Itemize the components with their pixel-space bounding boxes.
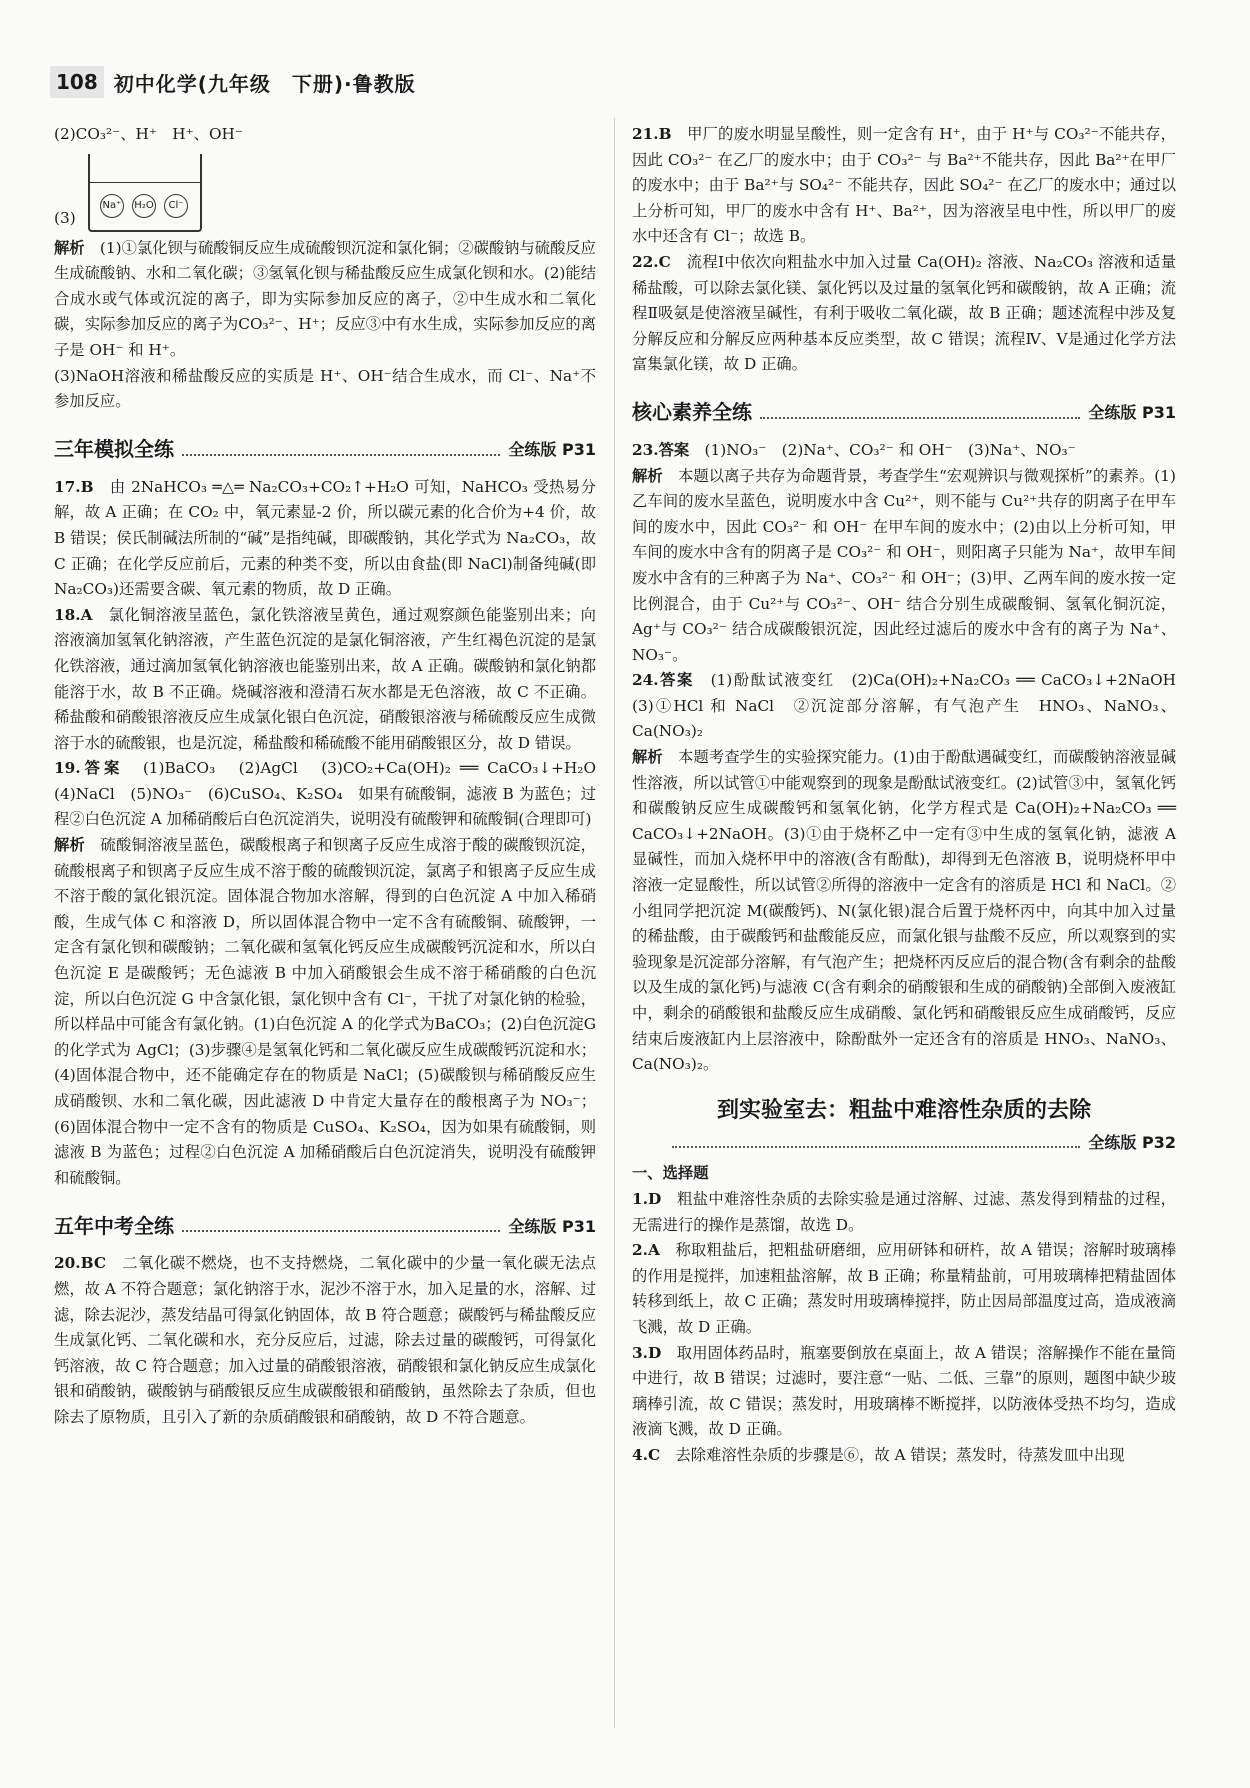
analysis-label: 解析 [632,748,663,767]
question-text: 去除难溶性杂质的步骤是⑥，故 A 错误；蒸发时，待蒸发皿中出现 [675,1445,1125,1464]
question-number: 21.B [632,125,672,143]
ion-circle: Na⁺ [100,194,124,218]
column-divider [614,118,615,1728]
question-21 [632,122,1176,250]
question-number: 23.答案 [632,440,690,459]
choice-heading: 一、选择题 [632,1164,709,1183]
analysis-text: (1)①氯化钡与硫酸铜反应生成硫酸钡沉淀和氯化铜；②碳酸钠与硫酸反应生成硫酸钠、水和二氧化碳；③氢氧化钡与稀盐酸反应生成氯化钡和水。(2)能结合成水或气体或沉淀的离子，即为实际参加反应的离子，②中生成水和二氧化碳，实际参加反应的离子为CO₃²⁻、H⁺；反应③中有水生成，实际参加反应的离子是 OH⁻ 和 H⁺。 [54,238,596,359]
section-heading [632,392,1176,426]
lab-section-ref-line [632,1129,1176,1155]
section-title: 五年中考全练 [54,1213,174,1238]
page-header [50,62,416,102]
question-23 [632,438,1176,464]
dotted-leader [182,454,500,456]
q2-answer-line: (2)CO₃²⁻、H⁺ H⁺、OH⁻ [54,125,243,143]
question-answer: (1)NO₃⁻ (2)Na⁺、CO₃²⁻ 和 OH⁻ (3)Na⁺、NO₃⁻ [704,440,1076,459]
question-number: 19.答案 [54,759,124,778]
question-answer: (1)BaCO₃ (2)AgCl (3)CO₂+Ca(OH)₂ ══ CaCO₃↓+H₂O (4)NaCl (5)NO₃⁻ (6)CuSO₄、K₂SO₄ 如果有硫酸铜，滤液 B 为蓝色；过程②白色沉淀 A 加稀硝酸后白色沉淀消失，说明没有硫酸钾和硫酸铜(合理即可) [54,759,612,829]
question-number: 17.B [54,477,94,496]
question-number: 20.BC [54,1254,107,1273]
choice-question-1 [632,1187,1176,1238]
dotted-leader [182,1230,500,1232]
right-column [632,122,1192,1469]
question-number: 2.A [632,1241,660,1260]
question-18 [54,603,596,757]
ion-circle: H₂O [132,194,156,218]
question-24-analysis [632,745,1176,1078]
question-number: 22.C [632,252,671,271]
liquid-surface [90,182,200,183]
question-19-analysis [54,833,596,1191]
analysis-label: 解析 [54,238,85,257]
dotted-leader [760,417,1080,419]
dotted-leader [672,1146,1080,1148]
section-heading [54,1205,596,1239]
section-title: 三年模拟全练 [54,437,174,462]
question-text: 二氧化碳不燃烧，也不支持燃烧，二氧化碳中的少量一氧化碳无法点燃，故 A 不符合题意；氯化钠溶于水，泥沙不溶于水，加入足量的水，溶解、过滤，除去泥沙，蒸发结晶可得氯化钠固体，故 B 符合题意；碳酸钙与稀盐酸反应生成氯化钙、二氧化碳和水，充分反应后，过滤，除去过量的碳酸钙，可得氯化钙溶液，故 C 符合题意；加入过量的硝酸银溶液，硝酸银和氯化钠反应生成氯化银和硝酸钠，碳酸钠与硝酸银反应生成碳酸银和硝酸钠，虽然除去了杂质，但也除去了原物质，且引入了新的杂质硝酸银和硝酸钠，故 D 不符合题意。 [54,1254,596,1426]
choice-question-2 [632,1238,1176,1340]
q3-label: (3) [54,209,76,227]
question-20 [54,1251,596,1430]
question-text: 称取粗盐后，把粗盐研磨细，应用研钵和研杵，故 A 错误；溶解时玻璃棒的作用是搅拌，加速粗盐溶解，故 B 正确；称量精盐前，可用玻璃棒把精盐固体转移到纸上，故 C 正确；蒸发时用玻璃棒搅拌，防止因局部温度过高，造成液滴飞溅，故 D 正确。 [632,1241,1176,1336]
analysis-label: 解析 [54,836,85,855]
section-title: 核心素养全练 [632,400,752,425]
question-number: 4.C [632,1445,661,1464]
beaker-figure [54,150,596,232]
section-heading [54,429,596,463]
question-number: 24.答案 [632,671,694,690]
analysis-text-2: (3)NaOH溶液和稀盐酸反应的实质是 H⁺、OH⁻结合生成水，而 Cl⁻、Na⁺不参加反应。 [54,366,596,411]
question-number: 1.D [632,1189,662,1208]
analysis-text: 本题以离子共存为命题背景，考查学生“宏观辨识与微观探析”的素养。(1)乙车间的废水呈蓝色，说明废水中含 Cu²⁺，则不能与 Cu²⁺共存的阴离子在甲车间的废水中，因此 CO₃²⁻ 和 OH⁻ 在甲车间的废水中；(2)由以上分析可知，甲车间的废水中含有的阴离子是 CO₃²⁻ 和 OH⁻，则阳离子只能为 Na⁺，故甲车间废水中含有的三种离子为 Na⁺、CO₃²⁻ 和 OH⁻；(3)甲、乙两车间的废水按一定比例混合，由于 Cu²⁺与 CO₃²⁻、OH⁻ 结合分别生成碳酸铜、氢氧化铜沉淀，Ag⁺与 CO₃²⁻ 结合成碳酸银沉淀，因此经过滤后的废水中含有的离子为 Na⁺、NO₃⁻。 [632,466,1176,664]
choice-question-4 [632,1443,1176,1469]
question-text: 流程Ⅰ中依次向粗盐水中加入过量 Ca(OH)₂ 溶液、Na₂CO₃ 溶液和适量稀盐酸，可以除去氯化镁、氯化钙以及过量的氢氧化钙和碳酸钠，故 A 正确；流程Ⅱ吸氨是使溶液呈碱性，有利于吸收二氧化碳，故 B 正确；题述流程中涉及复分解反应和分解反应两种基本反应类型，故 C 错误；流程Ⅳ、Ⅴ是通过化学方法富集氯化镁，故 D 正确。 [632,252,1176,374]
question-24 [632,668,1192,745]
beaker-icon [88,154,202,232]
analysis-text: 硫酸铜溶液呈蓝色，碳酸根离子和钡离子反应生成溶于酸的碳酸钡沉淀，硫酸根离子和钡离子反应生成不溶于酸的硫酸钡沉淀，氯离子和银离子反应生成不溶于酸的氯化银沉淀。固体混合物加水溶解，得到的白色沉淀 A 中加入稀硝酸，生成气体 C 和溶液 D，所以固体混合物中一定不含有硫酸铜、硫酸钾，一定含有氯化钡和碳酸钠；二氧化碳和氢氧化钙反应生成碳酸钙沉淀和水，所以白色沉淀 E 是碳酸钙；无色滤液 B 中加入硝酸银会生成不溶于稀硝酸的白色沉淀，所以白色沉淀 G 中含氯化银，氯化钡中含有 Cl⁻，干扰了对氯化钠的检验，所以样品中可能含有氯化钠。(1)白色沉淀 A 的化学式为BaCO₃；(2)白色沉淀G的化学式为 AgCl；(3)步骤④是氢氧化钙和二氧化碳反应生成碳酸钙沉淀和水；(4)固体混合物中，还不能确定存在的物质是 NaCl；(5)碳酸钡与稀硝酸反应生成硝酸钡、水和二氧化碳，因此滤液 D 中肯定大量存在的酸根离子为 NO₃⁻；(6)固体混合物中一定不含有的物质是 CuSO₄、K₂SO₄，因为如果有硫酸铜，则滤液 B 为蓝色；过程②白色沉淀 A 加稀硝酸后白色沉淀消失，说明没有硫酸钾和硫酸铜。 [54,836,596,1187]
question-number: 18.A [54,605,93,624]
question-answer: (1)酚酞试液变红 (2)Ca(OH)₂+Na₂CO₃ ══ CaCO₃↓+2NaOH (3)①HCl 和 NaCl ②沉淀部分溶解，有气泡产生 HNO₃、NaNO₃、Ca(NO₃)₂ [632,671,1192,741]
ion-circle: Cl⁻ [164,194,188,218]
question-text: 粗盐中难溶性杂质的去除实验是通过溶解、过滤、蒸发得到精盐的过程，无需进行的操作是蒸馏，故选 D。 [632,1189,1176,1234]
question-23-analysis [632,464,1176,669]
question-22 [632,250,1176,378]
left-column [54,122,612,1431]
question-text: 甲厂的废水明显呈酸性，则一定含有 H⁺，由于 H⁺与 CO₃²⁻不能共存，因此 CO₃²⁻ 在乙厂的废水中；由于 CO₃²⁻ 与 Ba²⁺不能共存，因此 Ba²⁺在甲厂的废水中；由于 Ba²⁺与 SO₄²⁻ 不能共存，因此 SO₄²⁻ 在乙厂的废水中；通过以上分析可知，甲厂的废水中含有 H⁺、Ba²⁺，因为溶液呈电中性，所以甲厂的废水中还含有 Cl⁻；故选 B。 [632,125,1176,246]
question-19 [54,756,612,833]
analysis-paragraph [54,236,596,364]
question-17 [54,475,596,603]
choice-question-3 [632,1341,1176,1443]
question-text: 氯化铜溶液呈蓝色，氯化铁溶液呈黄色，通过观察颜色能鉴别出来；向溶液滴加氢氧化钠溶液，产生蓝色沉淀的是氯化铜溶液，产生红褐色沉淀的是氯化铁溶液，通过滴加氢氧化钠溶液也能鉴别出来，故 A 正确。碳酸钠和氯化钠都能溶于水，故 B 不正确。烧碱溶液和澄清石灰水都是无色溶液，故 C 不正确。稀盐酸和硝酸银溶液反应生成氯化银白色沉淀，硝酸银溶液与稀硫酸反应生成微溶于水的硫酸银，也是沉淀，稀盐酸和稀硫酸不能用硝酸银区分，故 D 错误。 [54,605,596,752]
analysis-text: 本题考查学生的实验探究能力。(1)由于酚酞遇碱变红，而碳酸钠溶液显碱性溶液，所以试管①中能观察到的现象是酚酞试液变红。(2)试管③中，氢氧化钙和碳酸钠反应生成碳酸钙和氢氧化钠，化学方程式是 Ca(OH)₂+Na₂CO₃ ══ CaCO₃↓+2NaOH。(3)①由于烧杯乙中一定有③中生成的氢氧化钠，滤液 A 显碱性，而加入烧杯甲中的溶液(含有酚酞)，却得到无色溶液 B，说明烧杯甲中溶液一定显酸性，所以试管②所得的溶液中一定含有的溶质是 HCl 和 NaCl。②小组同学把沉淀 M(碳酸钙)、N(氯化银)混合后置于烧杯丙中，向其中加入过量的稀盐酸，由于碳酸钙和盐酸能反应，而氯化银与盐酸不反应，所以观察到的实验现象是沉淀部分溶解，有气泡产生；把烧杯丙反应后的混合物(含有剩余的盐酸以及生成的氯化钙)与滤液 C(含有剩余的硝酸银和生成的硝酸钠)全部倒入废液缸中，剩余的硝酸银和盐酸反应生成硝酸、氯化钙和硝酸银反应生成硝酸钙，反应结束后废液缸内上层溶液中，除酚酞外一定还含有的溶质是 HNO₃、NaNO₃、Ca(NO₃)₂。 [632,748,1176,1074]
analysis-label: 解析 [632,466,663,485]
question-number: 3.D [632,1343,662,1362]
section-ref: 全练版 P32 [1088,1132,1176,1152]
section-ref: 全练版 P31 [1088,403,1176,423]
book-title: 初中化学(九年级 下册)·鲁教版 [113,71,416,96]
question-text: 由 2NaHCO₃ ═△═ Na₂CO₃+CO₂↑+H₂O 可知，NaHCO₃ 受热易分解，故 A 正确；在 CO₂ 中，氧元素显-2 价，所以碳元素的化合价为+4 价，故 B 错误；侯氏制碱法所制的“碱”是指纯碱，即碳酸钠，其化学式为 Na₂CO₃，故 C 正确；在化学反应前后，元素的种类不变，所以由食盐(即 NaCl)制备纯碱(即 Na₂CO₃)还需要含碳、氧元素的物质，故 D 正确。 [54,477,596,599]
lab-section-title: 到实验室去：粗盐中难溶性杂质的去除 [716,1097,1091,1123]
question-text: 取用固体药品时，瓶塞要倒放在桌面上，故 A 错误；溶解操作不能在量筒中进行，故 B 错误；过滤时，要注意“一贴、二低、三靠”的原则，题图中缺少玻璃棒引流，故 C 错误；蒸发时，用玻璃棒不断搅拌，以防液体受热不均匀，造成液滴飞溅，故 D 正确。 [632,1343,1176,1439]
section-ref: 全练版 P31 [508,440,596,460]
page-number: 108 [50,66,104,98]
section-ref: 全练版 P31 [508,1216,596,1236]
